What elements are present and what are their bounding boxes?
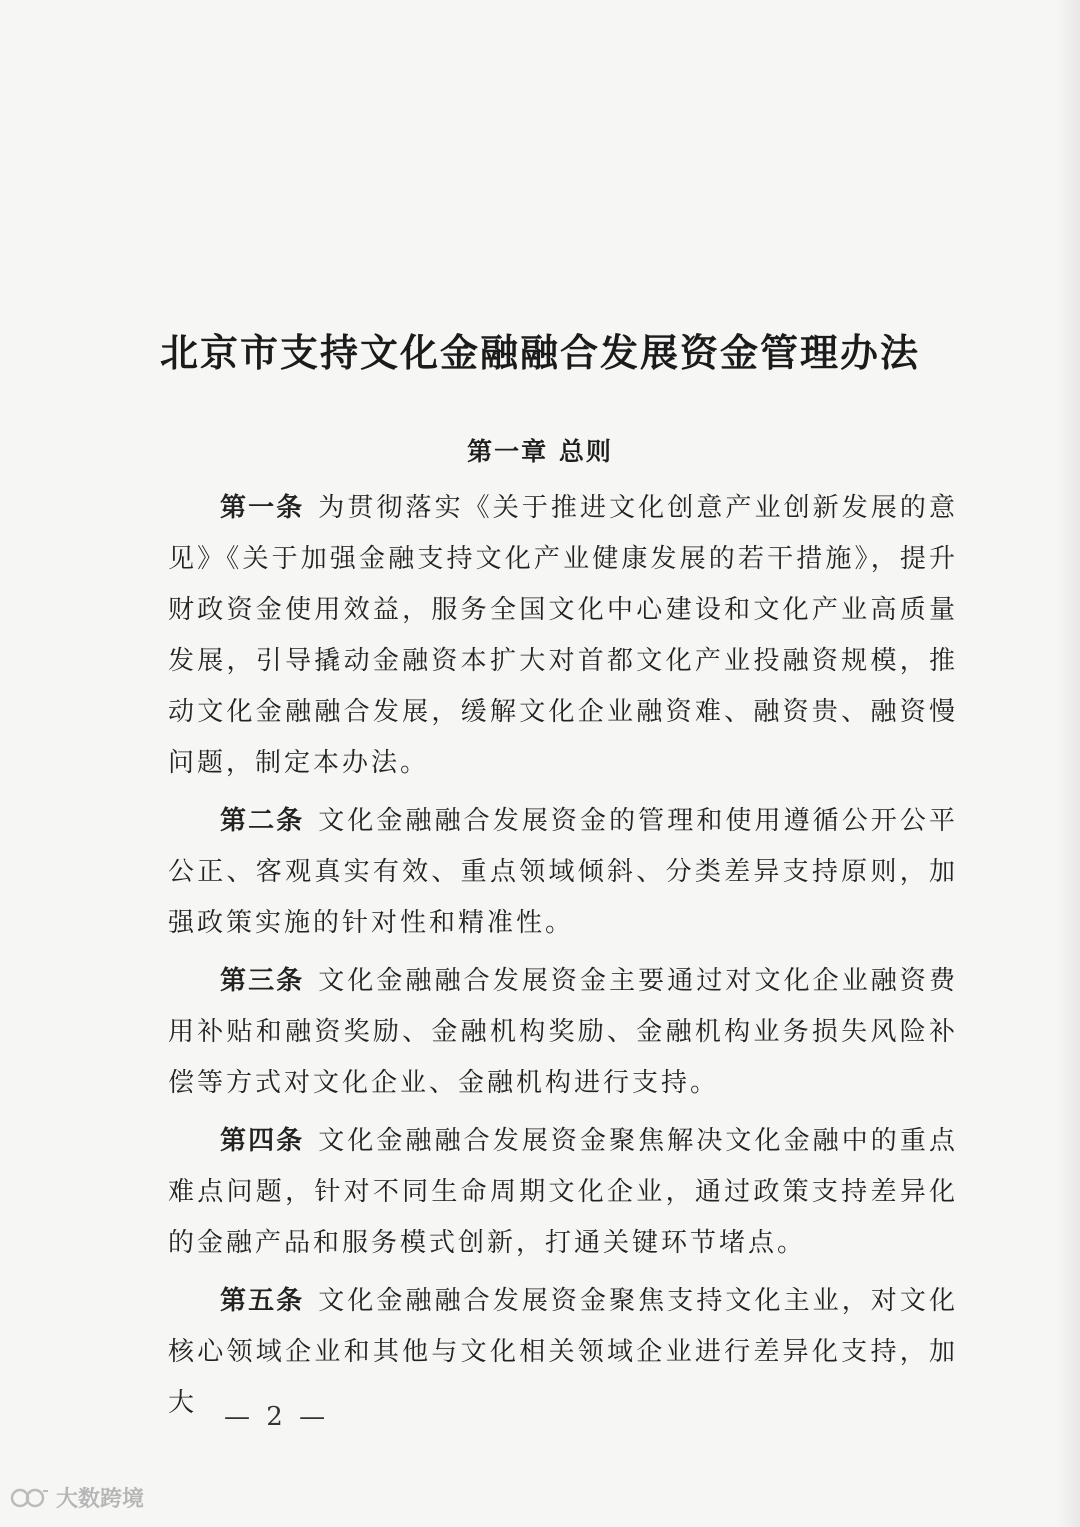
article-3	[168, 956, 958, 1109]
article-text: 文化金融融合发展资金的管理和使用遵循公开公平公正、客观真实有效、重点领域倾斜、分类差异支持原则，加强政策实施的针对性和精准性。	[168, 806, 958, 938]
article-heading: 第二条	[220, 806, 305, 836]
article-heading: 第五条	[220, 1286, 305, 1316]
chapter-heading: 第一章 总则	[467, 437, 613, 466]
article-text: 为贯彻落实《关于推进文化创意产业创新发展的意见》《关于加强金融支持文化产业健康发展的若干措施》，提升财政资金使用效益，服务全国文化中心建设和文化产业高质量发展，引导撬动金融资本扩大对首都文化产业投融资规模，推动文化金融融合发展，缓解文化企业融资难、融资贵、融资慢问题，制定本办法。	[168, 493, 958, 778]
article-text: 文化金融融合发展资金聚焦解决文化金融中的重点难点问题，针对不同生命周期文化企业，通过政策支持差异化的金融产品和服务模式创新，打通关键环节堵点。	[168, 1126, 958, 1258]
logo-icon	[10, 1487, 50, 1509]
article-text: 文化金融融合发展资金主要通过对文化企业融资费用补贴和融资奖励、金融机构奖励、金融机构业务损失风险补偿等方式对文化企业、金融机构进行支持。	[168, 966, 958, 1098]
watermark-text: 大数跨境	[56, 1487, 145, 1512]
document-title: 北京市支持文化金融融合发展资金管理办法	[159, 331, 920, 375]
article-heading: 第三条	[220, 966, 305, 996]
article-heading: 第四条	[220, 1126, 305, 1156]
page-edge-shadow	[1056, 0, 1080, 1527]
article-heading: 第一条	[220, 493, 305, 523]
document-body	[168, 483, 958, 1436]
article-2	[168, 796, 958, 949]
page-number: — 2 —	[224, 1402, 330, 1432]
article-4	[168, 1116, 958, 1269]
article-text: 文化金融融合发展资金聚焦支持文化主业，对文化核心领域企业和其他与文化相关领域企业进行差异化支持，加大	[168, 1286, 958, 1418]
watermark	[10, 1482, 144, 1513]
article-1	[168, 483, 958, 789]
